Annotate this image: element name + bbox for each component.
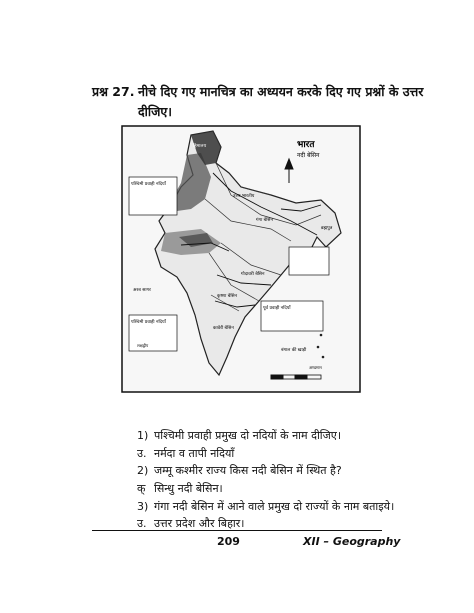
label-lakshadweep: लक्षद्वीप <box>137 343 149 348</box>
legend-box-basin <box>289 247 329 275</box>
label-bay: बंगाल की खाड़ी <box>281 348 307 353</box>
item-label: 3) <box>137 499 149 513</box>
question-text: नीचे दिए गए मानचित्र का अध्ययन करके दिए गए प्रश्नों के उत्तर दीजिए। <box>138 84 424 119</box>
list-item <box>137 462 467 480</box>
item-label: 1) <box>137 429 149 442</box>
label-kaveri: कावेरी बेसिन <box>213 326 234 331</box>
label-north-indian: उत्तर भारतीय <box>233 194 255 199</box>
item-text: जम्मू कश्मीर राज्य किस नदी बेसिन में स्थित है? <box>154 464 342 478</box>
list-item <box>137 498 467 516</box>
label-krishna: कृष्णा बेसिन <box>217 294 238 299</box>
page-number: 209 <box>217 535 240 548</box>
answers-list <box>137 427 467 533</box>
label-east-group: पूर्व प्रवाही नदियाँ <box>263 306 291 311</box>
item-label: 2) <box>137 464 149 478</box>
label-west-group-2: पश्चिमी प्रवाही नदियाँ <box>131 320 166 325</box>
subject-label: XII – Geography <box>303 535 401 548</box>
footer-divider <box>92 530 382 531</box>
label-godavari: गोदावरी बेसिन <box>241 272 265 277</box>
item-text: सिन्धु नदी बेसिन। <box>154 482 223 496</box>
list-item <box>137 445 467 463</box>
item-text: उत्तर प्रदेश और बिहार। <box>154 517 245 531</box>
label-arabian: अरब सागर <box>133 288 151 293</box>
item-label: उ. <box>137 446 147 460</box>
label-andaman: अण्डमान <box>309 365 322 370</box>
map-title: भारत <box>297 140 315 150</box>
item-label: उ. <box>137 517 147 531</box>
label-himalaya: हिमालय <box>193 144 207 149</box>
list-item <box>137 480 467 498</box>
label-ganga-basin: गंगा बेसिन <box>256 218 273 223</box>
river-basin-map <box>121 125 361 393</box>
item-text: पश्चिमी प्रवाही प्रमुख दो नदियों के नाम दीजिए। <box>154 429 342 442</box>
label-brahmaputra: ब्रह्मपुत्र <box>321 226 333 231</box>
item-label: क् <box>137 482 146 496</box>
question-number: प्रश्न 27. <box>92 84 135 99</box>
item-text: नर्मदा व तापी नदियाँ <box>154 446 235 460</box>
item-text: गंगा नदी बेसिन में आने वाले प्रमुख दो राज्यों के नाम बताइये। <box>154 499 395 513</box>
map-figure <box>121 125 361 393</box>
map-subtitle: नदी बेसिन <box>297 152 320 159</box>
label-west-group: पश्चिमी प्रवाही नदियाँ <box>131 182 166 187</box>
list-item <box>137 427 467 445</box>
